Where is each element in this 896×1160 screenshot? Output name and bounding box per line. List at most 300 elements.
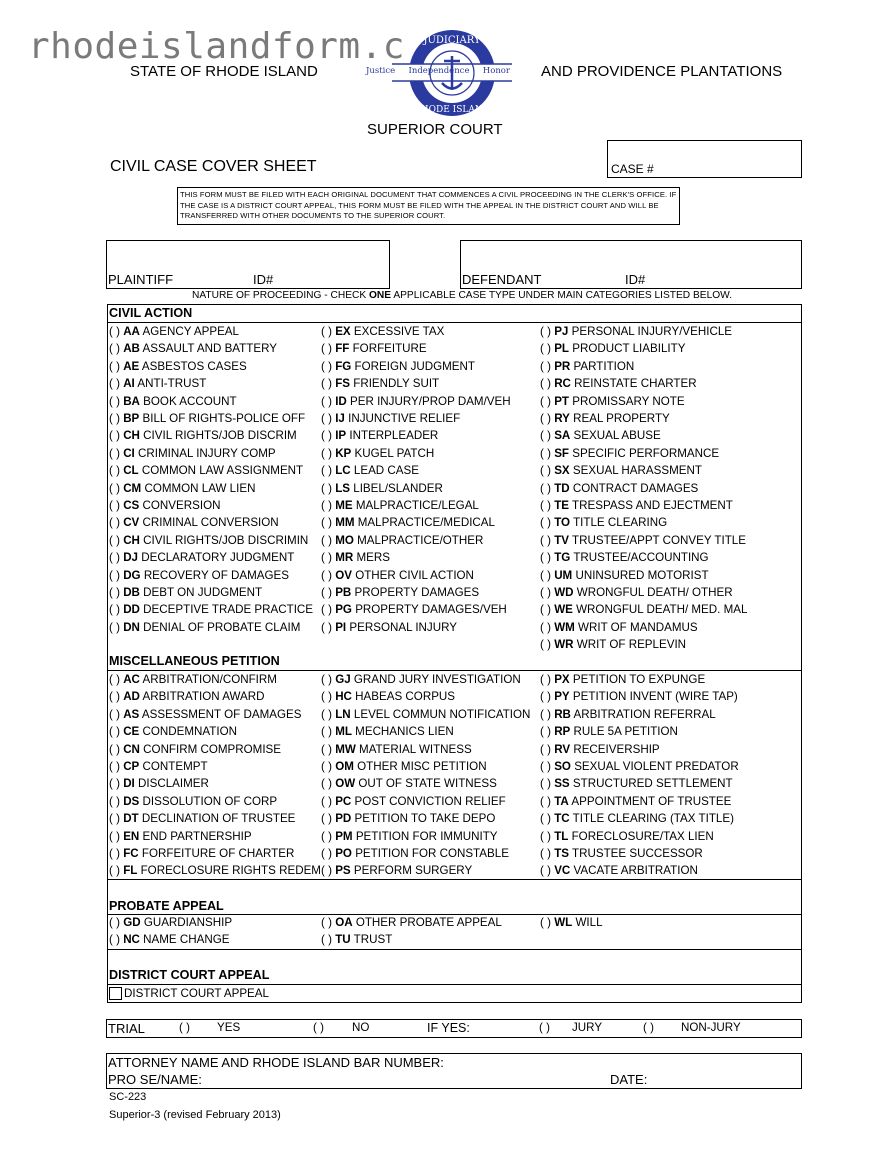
case-type-option[interactable] bbox=[321, 708, 530, 721]
case-type-checkbox[interactable]: ( ) bbox=[540, 586, 551, 599]
case-type-checkbox[interactable]: ( ) bbox=[540, 760, 551, 773]
case-type-checkbox[interactable]: ( ) bbox=[321, 794, 332, 808]
case-type-code: PO bbox=[335, 847, 352, 860]
case-type-label: PROPERTY DAMAGES bbox=[354, 586, 480, 599]
case-type-checkbox[interactable]: ( ) bbox=[321, 446, 332, 460]
case-type-option[interactable] bbox=[540, 812, 734, 825]
case-type-checkbox[interactable]: ( ) bbox=[321, 829, 332, 843]
case-type-code: WD bbox=[554, 586, 574, 599]
case-type-code: DS bbox=[123, 794, 140, 808]
case-type-option[interactable] bbox=[321, 447, 434, 460]
case-type-checkbox[interactable]: ( ) bbox=[321, 760, 332, 773]
case-type-checkbox[interactable]: ( ) bbox=[321, 342, 332, 356]
case-type-option[interactable] bbox=[540, 325, 732, 338]
case-type-option[interactable] bbox=[540, 342, 685, 355]
case-type-checkbox[interactable]: ( ) bbox=[109, 533, 120, 547]
case-type-checkbox[interactable]: ( ) bbox=[321, 551, 332, 565]
case-type-checkbox[interactable]: ( ) bbox=[540, 777, 551, 791]
case-type-option[interactable] bbox=[321, 516, 495, 529]
case-type-checkbox[interactable]: ( ) bbox=[540, 812, 551, 826]
case-type-checkbox[interactable]: ( ) bbox=[109, 690, 120, 704]
case-type-option[interactable] bbox=[321, 673, 521, 686]
case-type-code: PX bbox=[554, 673, 570, 686]
case-type-label: PROMISSARY NOTE bbox=[572, 394, 685, 408]
case-type-code: BA bbox=[123, 394, 140, 408]
case-type-option[interactable] bbox=[540, 638, 686, 651]
case-type-checkbox[interactable]: ( ) bbox=[109, 412, 120, 425]
case-type-code: TC bbox=[554, 812, 570, 826]
case-type-code: AC bbox=[123, 673, 140, 686]
case-type-row bbox=[108, 828, 801, 845]
case-type-row bbox=[108, 636, 801, 653]
case-number-field[interactable] bbox=[607, 140, 802, 178]
case-type-option[interactable] bbox=[321, 482, 443, 495]
case-type-option[interactable] bbox=[321, 795, 506, 808]
case-type-checkbox[interactable]: ( ) bbox=[540, 725, 551, 739]
case-type-option[interactable] bbox=[321, 847, 509, 860]
case-type-label: MECHANICS LIEN bbox=[355, 725, 454, 739]
case-type-option[interactable] bbox=[109, 325, 239, 338]
case-type-code: OM bbox=[335, 760, 354, 773]
case-type-checkbox[interactable]: ( ) bbox=[109, 777, 120, 791]
case-type-option[interactable] bbox=[321, 534, 483, 547]
defendant-field[interactable] bbox=[460, 240, 802, 289]
case-type-option[interactable] bbox=[321, 933, 392, 946]
case-type-row bbox=[108, 462, 801, 479]
case-type-code: PC bbox=[335, 794, 352, 808]
case-type-checkbox[interactable]: ( ) bbox=[321, 673, 332, 686]
case-type-option[interactable] bbox=[109, 708, 301, 721]
case-type-checkbox[interactable]: ( ) bbox=[540, 916, 551, 929]
case-type-checkbox[interactable]: ( ) bbox=[109, 620, 120, 634]
case-type-code: TV bbox=[554, 533, 570, 547]
case-type-checkbox[interactable]: ( ) bbox=[321, 847, 332, 860]
case-type-checkbox[interactable]: ( ) bbox=[109, 359, 120, 373]
case-type-checkbox[interactable]: ( ) bbox=[540, 551, 551, 565]
case-type-checkbox[interactable]: ( ) bbox=[321, 516, 332, 530]
case-type-option[interactable] bbox=[540, 777, 733, 790]
case-type-label: PETITION INVENT (WIRE TAP) bbox=[572, 690, 738, 704]
case-type-label: LIBEL/SLANDER bbox=[353, 481, 443, 495]
case-type-row bbox=[108, 688, 801, 705]
case-type-checkbox[interactable]: ( ) bbox=[109, 603, 120, 617]
case-type-option[interactable] bbox=[540, 830, 714, 843]
case-type-option[interactable] bbox=[540, 795, 731, 808]
case-type-label: PROPERTY DAMAGES/VEH bbox=[355, 603, 507, 617]
case-type-option[interactable] bbox=[321, 725, 454, 738]
case-type-code: OA bbox=[335, 916, 353, 929]
case-type-label: REAL PROPERTY bbox=[573, 412, 670, 425]
case-type-option[interactable] bbox=[540, 725, 678, 738]
case-type-option[interactable] bbox=[321, 864, 472, 877]
case-type-code: LS bbox=[335, 481, 351, 495]
case-type-option[interactable] bbox=[540, 499, 733, 512]
case-type-option[interactable] bbox=[109, 603, 313, 616]
case-type-option[interactable] bbox=[109, 847, 294, 860]
case-type-checkbox[interactable]: ( ) bbox=[321, 603, 332, 617]
case-type-option[interactable] bbox=[540, 864, 698, 877]
case-type-row bbox=[108, 393, 801, 410]
case-type-checkbox[interactable]: ( ) bbox=[109, 446, 120, 460]
case-type-row bbox=[108, 375, 801, 392]
if-yes-label: IF YES: bbox=[427, 1021, 470, 1035]
case-type-code: PT bbox=[554, 394, 570, 408]
case-type-label: WRIT OF MANDAMUS bbox=[578, 620, 698, 634]
misc-petition-heading: MISCELLANEOUS PETITION bbox=[109, 654, 280, 668]
case-type-label: TITLE CLEARING bbox=[573, 516, 668, 530]
case-type-checkbox[interactable]: ( ) bbox=[540, 690, 551, 704]
non-jury-check[interactable]: ( ) bbox=[643, 1021, 654, 1034]
case-type-label: VACATE ARBITRATION bbox=[573, 864, 698, 878]
case-type-option[interactable] bbox=[540, 690, 738, 703]
case-type-option[interactable] bbox=[540, 551, 709, 564]
case-type-code: WE bbox=[554, 603, 573, 617]
case-type-label: MERS bbox=[356, 551, 390, 565]
attorney-field[interactable] bbox=[106, 1053, 802, 1089]
case-type-checkbox[interactable]: ( ) bbox=[540, 603, 551, 617]
case-type-option[interactable] bbox=[109, 377, 206, 390]
case-type-label: MATERIAL WITNESS bbox=[359, 742, 472, 756]
date-label: DATE: bbox=[610, 1072, 648, 1087]
case-type-option[interactable] bbox=[540, 586, 733, 599]
case-type-label: MALPRACTICE/MEDICAL bbox=[357, 516, 495, 530]
case-type-option[interactable] bbox=[321, 586, 479, 599]
case-type-checkbox[interactable]: ( ) bbox=[540, 499, 551, 512]
case-type-checkbox[interactable]: ( ) bbox=[109, 673, 120, 686]
case-type-option[interactable] bbox=[109, 360, 247, 373]
case-type-option[interactable] bbox=[321, 325, 444, 338]
case-type-option[interactable] bbox=[109, 743, 281, 756]
case-type-checkbox[interactable]: ( ) bbox=[540, 394, 551, 408]
case-type-checkbox[interactable]: ( ) bbox=[321, 464, 332, 478]
case-type-option[interactable] bbox=[540, 760, 739, 773]
case-type-code: TS bbox=[554, 847, 570, 860]
case-type-option[interactable] bbox=[109, 412, 305, 425]
case-type-code: AE bbox=[123, 359, 140, 373]
case-type-checkbox[interactable]: ( ) bbox=[109, 499, 120, 512]
case-type-row bbox=[108, 340, 801, 357]
case-type-checkbox[interactable]: ( ) bbox=[109, 342, 120, 356]
case-type-checkbox[interactable]: ( ) bbox=[321, 864, 332, 878]
case-type-label: PERSONAL INJURY bbox=[349, 620, 457, 634]
attorney-label: ATTORNEY NAME AND RHODE ISLAND BAR NUMBER: bbox=[108, 1055, 444, 1070]
case-type-option[interactable] bbox=[109, 621, 300, 634]
case-type-option[interactable] bbox=[321, 499, 479, 512]
case-type-option[interactable] bbox=[540, 447, 719, 460]
case-type-option[interactable] bbox=[321, 395, 511, 408]
case-type-checkbox[interactable]: ( ) bbox=[109, 829, 120, 843]
case-type-option[interactable] bbox=[321, 812, 495, 825]
case-type-checkbox[interactable]: ( ) bbox=[109, 864, 120, 878]
case-type-checkbox[interactable]: ( ) bbox=[540, 829, 551, 843]
case-type-checkbox[interactable]: ( ) bbox=[540, 446, 551, 460]
case-type-option[interactable] bbox=[321, 760, 487, 773]
case-type-option[interactable] bbox=[540, 464, 702, 477]
case-type-checkbox[interactable]: ( ) bbox=[540, 864, 551, 878]
case-type-label: KUGEL PATCH bbox=[354, 446, 435, 460]
case-type-checkbox[interactable]: ( ) bbox=[540, 707, 551, 721]
case-type-checkbox[interactable]: ( ) bbox=[321, 359, 332, 373]
case-type-code: CE bbox=[123, 725, 140, 739]
case-type-option[interactable] bbox=[540, 360, 634, 373]
case-type-option[interactable] bbox=[109, 569, 289, 582]
case-type-checkbox[interactable]: ( ) bbox=[321, 533, 332, 547]
case-type-code: LC bbox=[335, 464, 351, 478]
case-type-label: ASSESSMENT OF DAMAGES bbox=[141, 707, 302, 721]
case-type-checkbox[interactable]: ( ) bbox=[109, 847, 120, 860]
case-type-checkbox[interactable]: ( ) bbox=[109, 464, 120, 478]
case-number-label: CASE # bbox=[611, 162, 654, 176]
case-type-code: PI bbox=[335, 620, 347, 634]
case-type-code: TG bbox=[554, 551, 571, 565]
case-type-option[interactable] bbox=[321, 690, 455, 703]
case-type-option[interactable] bbox=[109, 760, 208, 773]
case-type-option[interactable] bbox=[109, 933, 230, 946]
case-type-label: TRUSTEE/ACCOUNTING bbox=[573, 551, 709, 565]
case-type-checkbox[interactable]: ( ) bbox=[109, 481, 120, 495]
case-type-label: STRUCTURED SETTLEMENT bbox=[572, 777, 733, 791]
case-type-code: RV bbox=[554, 742, 571, 756]
case-type-label: INJUNCTIVE RELIEF bbox=[348, 412, 461, 425]
case-type-checkbox[interactable]: ( ) bbox=[321, 777, 332, 791]
case-type-option[interactable] bbox=[109, 551, 294, 564]
case-type-row bbox=[108, 514, 801, 531]
case-type-option[interactable] bbox=[109, 464, 303, 477]
case-type-checkbox[interactable]: ( ) bbox=[540, 673, 551, 686]
case-type-checkbox[interactable]: ( ) bbox=[540, 429, 551, 443]
case-type-checkbox[interactable]: ( ) bbox=[321, 707, 332, 721]
case-type-checkbox[interactable]: ( ) bbox=[321, 377, 332, 391]
case-type-label: MALPRACTICE/LEGAL bbox=[355, 499, 479, 512]
case-type-code: EN bbox=[123, 829, 140, 843]
case-type-checkbox[interactable]: ( ) bbox=[540, 412, 551, 425]
case-type-label: ASBESTOS CASES bbox=[141, 359, 247, 373]
case-type-option[interactable] bbox=[540, 743, 660, 756]
case-type-checkbox[interactable]: ( ) bbox=[109, 933, 120, 947]
case-type-option[interactable] bbox=[540, 603, 747, 616]
case-type-row bbox=[108, 480, 801, 497]
case-type-checkbox[interactable]: ( ) bbox=[109, 794, 120, 808]
case-type-option[interactable] bbox=[109, 499, 220, 512]
case-type-option[interactable] bbox=[109, 690, 265, 703]
case-type-option[interactable] bbox=[321, 360, 475, 373]
case-type-label: MALPRACTICE/OTHER bbox=[357, 533, 484, 547]
case-type-code: AI bbox=[123, 377, 135, 391]
case-type-label: CRIMINAL CONVERSION bbox=[142, 516, 279, 530]
case-type-label: WRONGFUL DEATH/ OTHER bbox=[576, 586, 733, 599]
case-type-code: DJ bbox=[123, 551, 139, 565]
case-type-checkbox[interactable]: ( ) bbox=[321, 586, 332, 599]
case-type-checkbox[interactable]: ( ) bbox=[540, 342, 551, 356]
case-type-label: WILL bbox=[575, 916, 603, 929]
case-type-option[interactable] bbox=[321, 377, 439, 390]
case-type-option[interactable] bbox=[109, 534, 308, 547]
case-type-code: WM bbox=[554, 620, 575, 634]
case-type-option[interactable] bbox=[540, 621, 698, 634]
probate-appeal-heading: PROBATE APPEAL bbox=[109, 899, 224, 913]
case-type-checkbox[interactable]: ( ) bbox=[109, 742, 120, 756]
case-type-option[interactable] bbox=[109, 777, 209, 790]
case-type-code: SA bbox=[554, 429, 571, 443]
case-type-label: DISCLAIMER bbox=[138, 777, 209, 791]
case-type-option[interactable] bbox=[321, 743, 472, 756]
case-type-checkbox[interactable]: ( ) bbox=[321, 568, 332, 582]
case-type-row bbox=[108, 323, 801, 340]
case-type-checkbox[interactable]: ( ) bbox=[321, 325, 332, 338]
plaintiff-label: PLAINTIFF bbox=[108, 272, 174, 287]
case-type-code: CP bbox=[123, 760, 140, 773]
case-type-code: CH bbox=[123, 429, 140, 443]
case-type-option[interactable] bbox=[109, 812, 295, 825]
case-type-checkbox[interactable]: ( ) bbox=[321, 620, 332, 634]
case-type-code: SS bbox=[554, 777, 570, 791]
case-type-checkbox[interactable]: ( ) bbox=[540, 847, 551, 860]
case-type-checkbox[interactable]: ( ) bbox=[109, 586, 120, 599]
district-appeal-label: DISTRICT COURT APPEAL bbox=[124, 987, 269, 1000]
case-type-checkbox[interactable]: ( ) bbox=[321, 933, 332, 947]
trial-yes-check[interactable]: ( ) bbox=[179, 1021, 190, 1034]
case-type-option[interactable] bbox=[321, 830, 498, 843]
case-type-label: END PARTNERSHIP bbox=[142, 829, 252, 843]
jury-check[interactable]: ( ) bbox=[539, 1021, 550, 1034]
case-type-label: POST CONVICTION RELIEF bbox=[354, 794, 506, 808]
defendant-label: DEFENDANT bbox=[462, 272, 542, 287]
case-type-code: TO bbox=[554, 516, 571, 530]
case-type-option[interactable] bbox=[540, 569, 709, 582]
case-type-checkbox[interactable]: ( ) bbox=[109, 429, 120, 443]
case-type-checkbox[interactable]: ( ) bbox=[321, 690, 332, 704]
case-type-option[interactable] bbox=[540, 482, 698, 495]
case-type-code: ME bbox=[335, 499, 353, 512]
case-type-code: PG bbox=[335, 603, 352, 617]
case-type-option[interactable] bbox=[540, 847, 703, 860]
case-type-option[interactable] bbox=[109, 516, 279, 529]
case-type-option[interactable] bbox=[321, 569, 474, 582]
case-type-option[interactable] bbox=[540, 412, 670, 425]
case-type-checkbox[interactable]: ( ) bbox=[540, 325, 551, 338]
case-type-checkbox[interactable]: ( ) bbox=[109, 325, 120, 338]
case-type-checkbox[interactable]: ( ) bbox=[540, 568, 551, 582]
case-type-checkbox[interactable]: ( ) bbox=[321, 429, 332, 443]
case-type-option[interactable] bbox=[540, 673, 705, 686]
case-type-checkbox[interactable]: ( ) bbox=[540, 620, 551, 634]
case-type-checkbox[interactable]: ( ) bbox=[540, 464, 551, 478]
case-type-checkbox[interactable]: ( ) bbox=[109, 394, 120, 408]
case-type-option[interactable] bbox=[109, 429, 297, 442]
case-type-checkbox[interactable]: ( ) bbox=[321, 742, 332, 756]
case-type-option[interactable] bbox=[109, 482, 255, 495]
case-type-option[interactable] bbox=[321, 412, 460, 425]
case-type-checkbox[interactable]: ( ) bbox=[109, 551, 120, 565]
case-type-checkbox[interactable]: ( ) bbox=[321, 481, 332, 495]
case-type-option[interactable] bbox=[109, 447, 276, 460]
case-type-label: PERFORM SURGERY bbox=[353, 864, 473, 878]
case-type-option[interactable] bbox=[321, 916, 502, 929]
case-type-label: OUT OF STATE WITNESS bbox=[358, 777, 497, 791]
case-type-checkbox[interactable]: ( ) bbox=[109, 377, 120, 391]
case-type-checkbox[interactable]: ( ) bbox=[109, 725, 120, 739]
case-type-checkbox[interactable]: ( ) bbox=[321, 812, 332, 826]
case-type-option[interactable] bbox=[321, 777, 497, 790]
case-type-option[interactable] bbox=[109, 916, 232, 929]
seal-independence: Independence bbox=[408, 66, 470, 76]
case-type-label: AGENCY APPEAL bbox=[142, 325, 239, 338]
case-type-option[interactable] bbox=[109, 673, 277, 686]
case-type-option[interactable] bbox=[540, 916, 603, 929]
case-type-checkbox[interactable]: ( ) bbox=[540, 794, 551, 808]
trial-no-check[interactable]: ( ) bbox=[313, 1021, 324, 1034]
case-type-label: NAME CHANGE bbox=[143, 933, 230, 947]
case-type-row bbox=[108, 845, 801, 862]
case-type-option[interactable] bbox=[540, 429, 661, 442]
case-type-option[interactable] bbox=[109, 864, 321, 877]
case-type-code: FF bbox=[335, 342, 350, 356]
case-type-checkbox[interactable]: ( ) bbox=[321, 499, 332, 512]
case-type-row bbox=[108, 931, 801, 948]
case-type-checkbox[interactable]: ( ) bbox=[540, 377, 551, 391]
case-type-option[interactable] bbox=[321, 551, 390, 564]
case-type-checkbox[interactable]: ( ) bbox=[109, 516, 120, 530]
case-type-option[interactable] bbox=[109, 725, 237, 738]
case-type-option[interactable] bbox=[109, 830, 252, 843]
district-appeal-checkbox[interactable] bbox=[109, 987, 122, 1000]
case-type-option[interactable] bbox=[321, 464, 419, 477]
case-type-checkbox[interactable]: ( ) bbox=[540, 359, 551, 373]
case-type-checkbox[interactable]: ( ) bbox=[109, 916, 120, 929]
case-type-option[interactable] bbox=[540, 377, 697, 390]
case-type-checkbox[interactable]: ( ) bbox=[321, 725, 332, 739]
case-type-label: OTHER MISC PETITION bbox=[357, 760, 487, 773]
case-type-option[interactable] bbox=[109, 586, 262, 599]
case-type-checkbox[interactable]: ( ) bbox=[540, 516, 551, 530]
case-type-option[interactable] bbox=[321, 429, 438, 442]
form-title: CIVIL CASE COVER SHEET bbox=[110, 158, 317, 175]
case-type-checkbox[interactable]: ( ) bbox=[109, 568, 120, 582]
case-type-checkbox[interactable]: ( ) bbox=[540, 638, 551, 652]
plaintiff-id-label: ID# bbox=[253, 272, 274, 287]
case-type-option[interactable] bbox=[540, 516, 667, 529]
plaintiff-field[interactable] bbox=[106, 240, 390, 289]
case-type-option[interactable] bbox=[321, 603, 507, 616]
case-type-option[interactable] bbox=[109, 342, 277, 355]
case-type-code: IJ bbox=[335, 412, 345, 425]
case-type-checkbox[interactable]: ( ) bbox=[540, 481, 551, 495]
case-type-row bbox=[108, 445, 801, 462]
case-type-code: TL bbox=[554, 829, 569, 843]
case-type-row bbox=[108, 914, 801, 931]
case-type-option[interactable] bbox=[109, 795, 277, 808]
case-type-checkbox[interactable]: ( ) bbox=[321, 394, 332, 408]
case-type-label: RECEIVERSHIP bbox=[573, 742, 660, 756]
case-type-option[interactable] bbox=[321, 621, 457, 634]
case-type-label: BILL OF RIGHTS-POLICE OFF bbox=[142, 412, 306, 425]
case-type-option[interactable] bbox=[540, 395, 685, 408]
case-type-checkbox[interactable]: ( ) bbox=[540, 533, 551, 547]
case-type-checkbox[interactable]: ( ) bbox=[321, 412, 332, 425]
case-type-option[interactable] bbox=[540, 534, 746, 547]
case-type-checkbox[interactable]: ( ) bbox=[321, 916, 332, 929]
case-type-label: SEXUAL ABUSE bbox=[573, 429, 661, 443]
case-type-option[interactable] bbox=[109, 395, 237, 408]
case-type-checkbox[interactable]: ( ) bbox=[540, 742, 551, 756]
case-type-checkbox[interactable]: ( ) bbox=[109, 707, 120, 721]
case-type-option[interactable] bbox=[321, 342, 427, 355]
case-type-option[interactable] bbox=[540, 708, 716, 721]
pro-se-label: PRO SE/NAME: bbox=[108, 1072, 202, 1087]
case-type-checkbox[interactable]: ( ) bbox=[109, 812, 120, 826]
case-type-checkbox[interactable]: ( ) bbox=[109, 760, 120, 773]
case-type-code: TE bbox=[554, 499, 570, 512]
